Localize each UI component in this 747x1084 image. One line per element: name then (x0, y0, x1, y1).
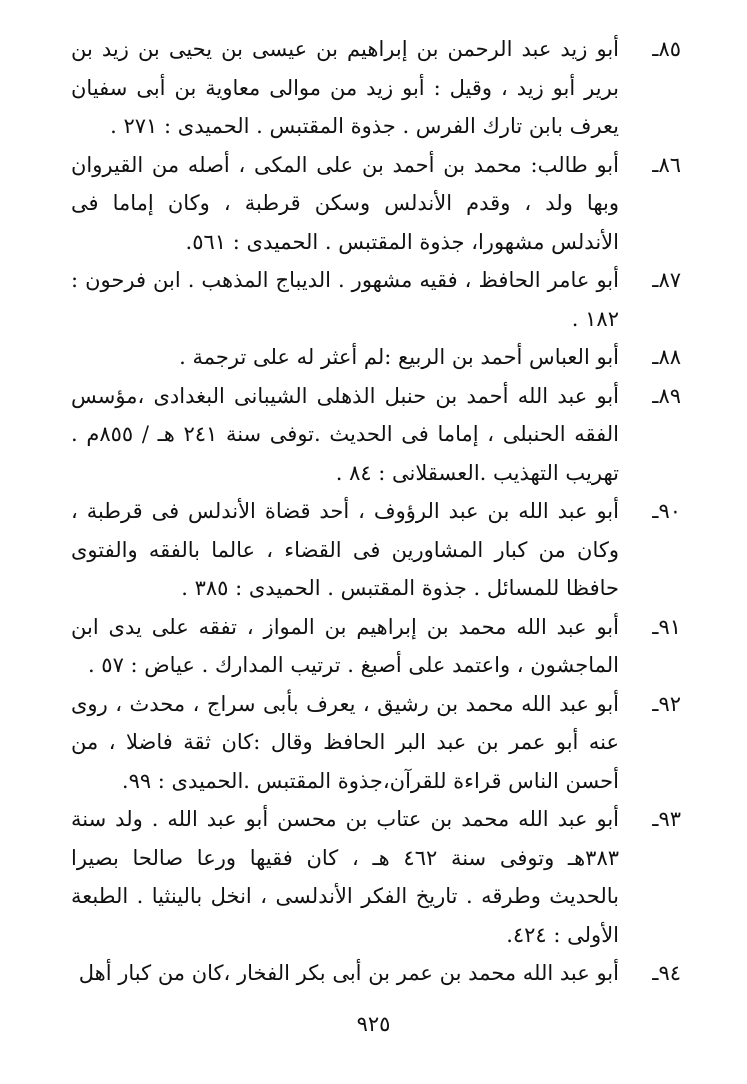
entry-number: ٩٢ـ (652, 691, 681, 716)
entry (71, 377, 681, 493)
entry-text: أبو عبد الله محمد بن رشيق ، يعرف بأبى سراج ، محدث ، روى عنه أبو عمر بن عبد البر الحافظ وقال :كان ثقة فاضلا ، من أحسن الناس قراءة للقرآن،جذوة المقتبس .الحميدى : ٩٩. (71, 691, 619, 793)
entry (71, 30, 681, 146)
entry-text: أبو طالب: محمد بن أحمد بن على المكى ، أصله من القيروان وبها ولد ، وقدم الأندلس وسكن قرطبة ، وكان إماما فى الأندلس مشهورا، جذوة المقتبس . الحميدى : ٥٦١. (71, 152, 619, 254)
entry (71, 492, 681, 608)
entry-text: أبو عبد الله محمد بن عتاب بن محسن أبو عبد الله . ولد سنة ٣٨٣هـ وتوفى سنة ٤٦٢ هـ ، كان فقيها ورعا صالحا بصيرا بالحديث وطرقه . تاريخ الفكر الأندلسى ، انخل بالينثيا . الطبعة الأولى : ٤٢٤. (71, 807, 620, 947)
entry (71, 146, 681, 262)
entry-text: أبو عبد الله محمد بن عمر بن أبى بكر الفخار ،كان من كبار أهل (78, 961, 619, 985)
entry-text: أبو العباس أحمد بن الربيع :لم أعثر له على ترجمة . (179, 345, 619, 369)
entry (71, 338, 681, 377)
entry (71, 261, 681, 338)
entry-number: ٨٨ـ (652, 345, 681, 369)
entry-text: أبو عامر الحافظ ، فقيه مشهور . الديباج المذهب . ابن فرحون : ١٨٢ . (71, 268, 619, 331)
entry-number: ٩١ـ (652, 614, 681, 639)
entry-text: أبو زيد عبد الرحمن بن إبراهيم بن عيسى بن يحيى بن زيد بن برير أبو زيد ، وقيل : أبو زيد من موالى معاوية بن أبى سفيان يعرف بابن تارك الفرس . جذوة المقتبس . الحميدى : ٢٧١ . (71, 37, 619, 138)
entry-number: ٩٣ـ (652, 807, 681, 831)
entry-text: أبو عبد الله محمد بن إبراهيم بن المواز ، تفقه على يدى ابن الماجشون ، واعتمد على أصبغ . ترتيب المدارك . عياض : ٥٧ . (71, 614, 619, 677)
entry-number: ٨٦ـ (652, 152, 681, 177)
entry (71, 685, 681, 801)
entry-number: ٩٠ـ (652, 499, 681, 523)
entry-number: ٨٧ـ (652, 268, 681, 292)
entry (71, 800, 681, 954)
entry-text: أبو عبد الله بن عبد الرؤوف ، أحد قضاة الأندلس فى قرطبة ، وكان من كبار المشاورين فى القضاء ، عالما بالفقه والفتوى حافظا للمسائل . جذوة المقتبس . الحميدى : ٣٨٥ . (71, 499, 619, 600)
entry (71, 954, 681, 993)
entry-text: أبو عبد الله أحمد بن حنبل الذهلى الشيبانى البغدادى ،مؤسس الفقه الحنبلى ، إماما فى الحديث .توفى سنة ٢٤١ هـ / ٨٥٥م . تهريب التهذيب .العسقلانى : ٨٤ . (71, 383, 620, 485)
entry-number: ٩٤ـ (652, 961, 681, 985)
entry-number: ٨٥ـ (652, 37, 681, 61)
page-number: ٩٢٥ (356, 1012, 391, 1036)
entry (71, 608, 681, 685)
footnotes (71, 30, 681, 993)
entry-number: ٨٩ـ (652, 383, 681, 408)
